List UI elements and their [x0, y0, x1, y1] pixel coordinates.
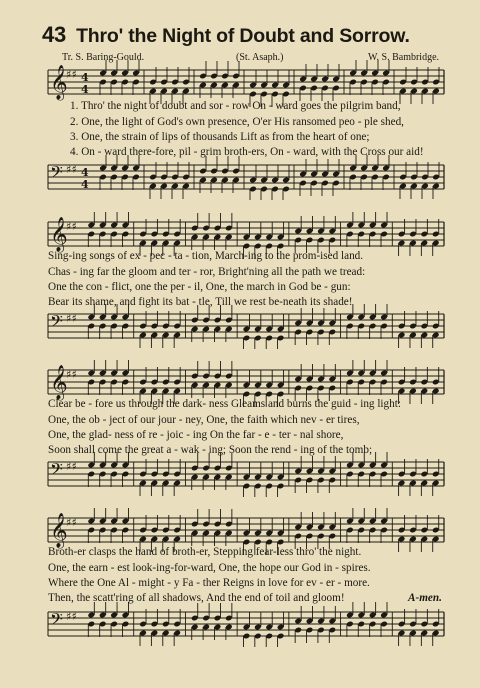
hymn-title-line: [42, 22, 462, 52]
bass-clef-icon: 𝄢: [50, 311, 63, 335]
system-3-bass-staff: [0, 452, 480, 497]
key-signature-sharps: ♯♯: [66, 312, 77, 325]
key-signature-sharps: ♯♯: [66, 516, 77, 529]
lyric-line: Bear its shame, and fight its bat - tle, Till we rest be-neath its shade!: [48, 296, 353, 308]
author-credit: Tr. S. Baring-Gould.: [62, 52, 145, 63]
lyric-line: One, the ob - ject of our jour - ney, One, the faith which nev - er tires,: [48, 414, 360, 426]
lyric-line: Broth-er clasps the hand of broth-er, Stepping fear-less thro' the night.: [48, 546, 362, 558]
treble-clef-icon: 𝄞: [50, 65, 68, 100]
tune-name: (St. Asaph.): [236, 52, 284, 63]
hymn-number: 43: [42, 22, 67, 47]
key-signature-sharps: ♯♯: [66, 220, 77, 233]
lyric-line: 2. One, the light of God's own presence, O'er His ransomed peo - ple shed,: [70, 116, 404, 128]
lyric-line: Soon shall come the great a - wak - ing; Soon the rend - ing of the tomb;: [48, 444, 373, 456]
treble-clef-icon: 𝄞: [50, 217, 68, 252]
bass-clef-icon: 𝄢: [50, 162, 63, 186]
lyric-line: Clear be - fore us through the dark- ness Gleams and burns the guid - ing light:: [48, 398, 401, 410]
key-signature-sharps: ♯♯: [66, 68, 77, 81]
bass-clef-icon: 𝄢: [50, 459, 63, 483]
lyric-line: Sing-ing songs of ex - pec - ta - tion, March-ing to the prom-ised land.: [48, 250, 364, 262]
lyric-line: Chas - ing far the gloom and ter - ror, Bright'ning all the path we tread:: [48, 266, 366, 278]
treble-clef-icon: 𝄞: [50, 365, 68, 400]
key-signature-sharps: ♯♯: [66, 610, 77, 623]
lyric-line: 4. On - ward there-fore, pil - grim broth-ers, On - ward, with the Cross our aid!: [70, 146, 424, 158]
time-signature: 4: [81, 166, 89, 179]
lyric-line: One, the earn - est look-ing-for-ward, One, the hope our God in - spires.: [48, 562, 371, 574]
amen-label: A-men.: [408, 592, 442, 604]
lyric-line: One the con - flict, one the per - il, One, the march in God be - gun:: [48, 281, 351, 293]
system-4-bass-staff: [0, 602, 480, 647]
system-1-bass-staff: [0, 155, 480, 200]
lyric-line: 1. Thro' the night of doubt and sor - row On - ward goes the pilgrim band,: [70, 100, 401, 112]
composer-credit: W. S. Bambridge.: [368, 52, 440, 63]
lyric-line: Where the One Al - might - y Fa - ther Reigns in love for ev - er - more.: [48, 577, 370, 589]
lyric-line: 3. One, the strain of lips of thousands Lift as from the heart of one;: [70, 131, 370, 143]
lyric-line: One, the glad- ness of re - joic - ing On the far - e - ter - nal shore,: [48, 429, 344, 441]
time-signature: 4: [81, 71, 89, 84]
key-signature-sharps: ♯♯: [66, 163, 77, 176]
treble-clef-icon: 𝄞: [50, 513, 68, 548]
lyric-line: Then, the scatt'ring of all shadows, And the end of toil and gloom!: [48, 592, 345, 604]
hymn-title: Thro' the Night of Doubt and Sorrow.: [76, 25, 410, 47]
bass-clef-icon: 𝄢: [50, 609, 63, 633]
time-signature: 4: [81, 83, 89, 96]
key-signature-sharps: ♯♯: [66, 460, 77, 473]
key-signature-sharps: ♯♯: [66, 368, 77, 381]
system-2-bass-staff: [0, 304, 480, 349]
time-signature: 4: [81, 178, 89, 191]
